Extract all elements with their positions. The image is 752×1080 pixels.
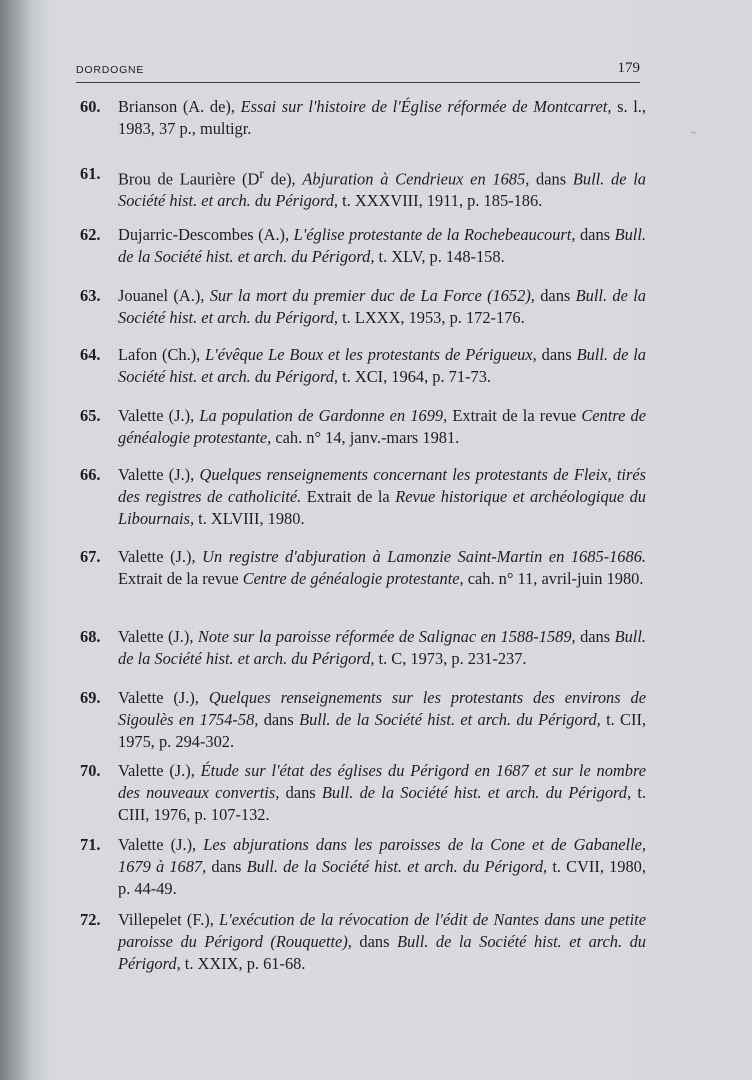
bibliography-entry: [80, 546, 646, 590]
bibliography-entry: [80, 405, 646, 449]
speck-mark: ~: [690, 128, 696, 139]
entry-text: Valette (J.), Un registre d'abjuration à Lamonzie Saint-Martin en 1685-1686. Extrait de la revue Centre de généalogie protestante, cah. n° 11, avril-juin 1980.: [118, 547, 646, 588]
entry-number: 62.: [80, 225, 101, 244]
running-head-title: DORDOGNE: [76, 64, 145, 76]
entry-number: 66.: [80, 465, 101, 484]
entry-number: 63.: [80, 286, 101, 305]
bibliography-entry: [80, 834, 646, 900]
entry-text: Valette (J.), La population de Gardonne en 1699, Extrait de la revue Centre de généalogie protestante, cah. n° 14, janv.-mars 1981.: [118, 406, 646, 447]
running-head: [76, 60, 640, 83]
bibliography-entry: [80, 760, 646, 826]
entry-text: Valette (J.), Quelques renseignements sur les protestants des environs de Sigoulès en 1754-58, dans Bull. de la Société hist. et arch. du Périgord, t. CII, 1975, p. 294-302.: [118, 688, 646, 751]
bibliography-entry: [80, 163, 646, 212]
entry-text: Dujarric-Descombes (A.), L'église protestante de la Rochebeaucourt, dans Bull. de la Société hist. et arch. du Périgord, t. XLV, p. 148-158.: [118, 225, 646, 266]
entry-number: 68.: [80, 627, 101, 646]
entry-number: 61.: [80, 164, 101, 183]
bibliography-entry: [80, 285, 646, 329]
bibliography-entry: [80, 344, 646, 388]
bibliography-entry: [80, 464, 646, 530]
entry-text: Villepelet (F.), L'exécution de la révocation de l'édit de Nantes dans une petite paroisse du Périgord (Rouquette), dans Bull. de la Société hist. et arch. du Périgord, t. XXIX, p. 61-68.: [118, 910, 647, 973]
page-number: 179: [617, 60, 640, 76]
entry-number: 70.: [80, 761, 101, 780]
entry-text: Valette (J.), Note sur la paroisse réformée de Salignac en 1588-1589, dans Bull. de la Société hist. et arch. du Périgord, t. C, 1973, p. 231-237.: [118, 627, 646, 668]
entry-text: Brianson (A. de), Essai sur l'histoire de l'Église réformée de Montcarret, s. l., 1983, 37 p., multigr.: [118, 97, 646, 138]
bibliography-entry: [80, 96, 646, 140]
bibliography-entry: [80, 687, 646, 753]
entry-number: 65.: [80, 406, 101, 425]
entry-text: Jouanel (A.), Sur la mort du premier duc de La Force (1652), dans Bull. de la Société hist. et arch. du Périgord, t. LXXX, 1953, p. 172-176.: [118, 286, 646, 327]
entry-number: 60.: [80, 97, 101, 116]
entry-text: Valette (J.), Quelques renseignements concernant les protestants de Fleix, tirés des registres de catholicité. Extrait de la Revue historique et archéologique du Libournais, t. XLVIII, 1980.: [118, 465, 646, 528]
entry-text: Lafon (Ch.), L'évêque Le Boux et les protestants de Périgueux, dans Bull. de la Société hist. et arch. du Périgord, t. XCI, 1964, p. 71-73.: [118, 345, 647, 386]
entry-text: Brou de Laurière ($D^r$ de), Abjuration à Cendrieux en 1685, dans Bull. de la Société hist. et arch. du Périgord, t. XXXVIII, 1911, p. 185-186.: [118, 166, 646, 211]
bibliography-entry: [80, 909, 646, 975]
entry-number: 69.: [80, 688, 101, 707]
bibliography-entry: [80, 224, 646, 268]
entry-number: 64.: [80, 345, 101, 364]
entry-number: 67.: [80, 547, 101, 566]
bibliography-entry: [80, 626, 646, 670]
entry-number: 72.: [80, 910, 101, 929]
entry-text: Valette (J.), Étude sur l'état des églises du Périgord en 1687 et sur le nombre des nouveaux convertis, dans Bull. de la Société hist. et arch. du Périgord, t. CIII, 1976, p. 107-132.: [118, 761, 646, 824]
entry-number: 71.: [80, 835, 101, 854]
entry-text: Valette (J.), Les abjurations dans les paroisses de la Cone et de Gabanelle, 1679 à 1687, dans Bull. de la Société hist. et arch. du Périgord, t. CVII, 1980, p. 44-49.: [118, 835, 646, 898]
binding-shadow: [0, 0, 46, 1080]
